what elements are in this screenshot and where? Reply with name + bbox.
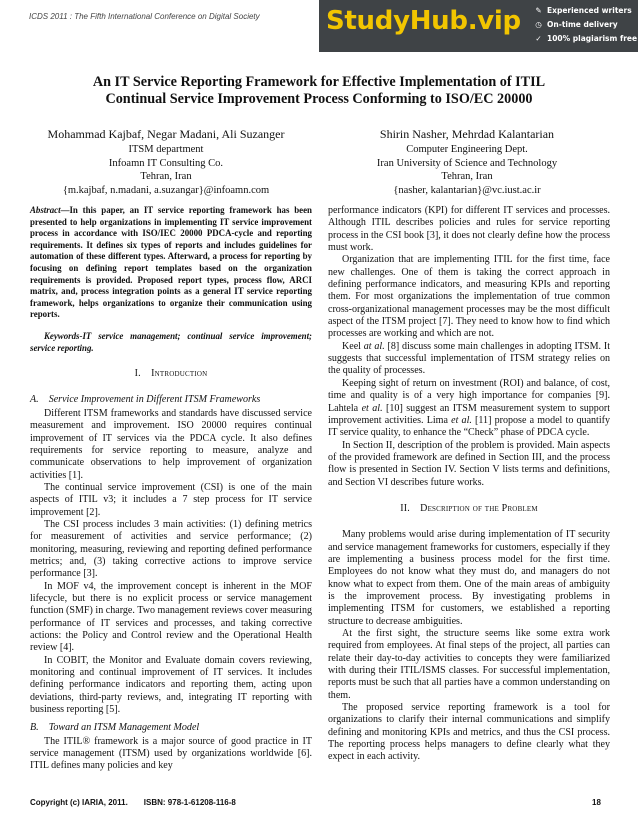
text-run: [8] discuss some main challenges in adopting ITSM. It suggests that successful implementation of ITSM strategy relies on the quality of processes.	[328, 340, 611, 377]
title-line-2: Continual Service Improvement Process Conforming to ISO/EC 20000	[105, 91, 533, 107]
title-line-1: An IT Service Reporting Framework for Effective Implementation of ITIL	[92, 74, 546, 90]
banner-feature-label: Experienced writers	[547, 6, 632, 15]
check-icon: ✓	[535, 34, 542, 43]
text-run: [11] propose a model to quantify IT service quality, to enhance the “Check” phase of PDCA cycle.	[328, 414, 610, 439]
paragraph: performance indicators (KPI) for different IT services and processes. Although ITIL describes policies and rules for service reporting process in the CSI book [3], it does not clearly define how the process must work.	[328, 205, 610, 254]
text-run: [10] suggest an ITSM measurement system to support improvement activities. Lima	[328, 402, 610, 426]
paragraph: In MOF v4, the improvement concept is inherent in the MOF lifecycle, but there is no explicit process or service management function (SMF) in charge. Two management reviews cover measuring performance of IT services and processes, and taking corrective actions: the Policy and Control review and the Operational Health review [4].	[30, 580, 312, 654]
author-city: Tehran, Iran	[441, 171, 493, 182]
banner-logo: StudyHub.vip	[326, 6, 521, 36]
author-email: {nasher, kalantarian}@vc.iust.ac.ir	[393, 184, 541, 196]
paragraph: Organization that are implementing ITIL for the first time, face new challenges. One of them is taking the correct approach in defining performance indicators, and measuring KPIs and reporting them. For most organizations the implementation of true common cross-organizational management processes may be the most difficult aspect of the ITSM project [7]. They need to know how to find which processes are working and which are not.	[328, 254, 610, 340]
author-email: {m.kajbaf, n.madani, a.suzangar}@infoamn.com	[62, 184, 270, 196]
author-dept: ITSM department	[128, 144, 204, 155]
conference-header: ICDS 2011 : The Fifth International Conference on Digital Society	[29, 12, 260, 21]
paragraph	[328, 341, 610, 378]
paragraph: The proposed service reporting framework is a tool for organizations to clarify their internal communications and simplify defining and monitoring KPIs and metrics, and thus the CSI process. The reporting process helps managers to define clearly what they expect in each activity.	[328, 702, 610, 763]
pen-icon: ✎	[535, 6, 542, 15]
text-run: et al.	[361, 402, 383, 414]
banner-feature-label: On-time delivery	[547, 20, 618, 29]
paragraph: The ITIL® framework is a major source of good practice in IT service management (ITSM) used by organizations worldwide [6]. ITIL defines many policies and key	[30, 735, 312, 772]
banner-feature-plagiarism	[533, 32, 637, 46]
banner-feature-delivery	[533, 18, 637, 32]
paragraph: At the first sight, the structure seems like some extra work required from employees. At final steps of the project, all parties can relate their day-to-day activities to concepts they were familiarized with during their ITIL/ISMS classes. For successful implementation, reports must be such that all parties have a common understanding on them.	[328, 628, 610, 701]
section-number: II.	[400, 502, 410, 514]
keywords: Keywords-IT service management; continual service improvement; service reporting.	[30, 330, 312, 353]
banner-feature-label: 100% plagiarism free	[547, 34, 638, 43]
author-names: Shirin Nasher, Mehrdad Kalantarian	[379, 127, 555, 141]
author-dept: Computer Engineering Dept.	[406, 144, 528, 155]
clock-icon: ◷	[535, 20, 542, 29]
subsection-heading-a: A. Service Improvement in Different ITSM Frameworks	[30, 394, 261, 406]
footer-copyright: Copyright (c) IARIA, 2011. ISBN: 978-1-61208-116-8	[30, 798, 236, 807]
abstract-text: —In this paper, an IT service reporting framework has been presented to help organizations in implementing IT service improvement process in accordance with ISO/IEC 20000 PDCA-cycle and reporting requirements. It defines six types of reports and includes guidelines for automation of these different types. Afterward, a process for reporting by focusing on defining report templates based on the organization requirements is provided. Proposed report types, process flow, ARCI matrix, and, process integration points as a general IT service reporting framework, helps organizations to organize their communication using reports.	[30, 205, 312, 320]
text-run: et al.	[451, 414, 472, 426]
section-heading-problem	[328, 503, 610, 515]
paragraph: The CSI process includes 3 main activities: (1) defining metrics for measurement of activities and service performance; (2) monitoring, measuring, reviewing and reporting defined performance metrics; and, (3) taking corrective actions to improve service performance [3].	[30, 518, 312, 580]
section-title: Introduction	[151, 368, 208, 380]
author-city: Tehran, Iran	[140, 171, 192, 182]
paragraph: Many problems would arise during implementation of IT security and service management frameworks for customers, especially if they are implementing a business process model for the first time. Employees do not know what they must do, and managers do not know what to expect from them. One of the main areas of ambiguity is the improvement process. By investigating problems in implementing ITSM for customers, we established a reporting structure to decrease ambiguities.	[328, 529, 610, 627]
author-org: Iran University of Science and Technology	[376, 157, 558, 169]
banner-features	[533, 4, 637, 46]
text-run: Keel	[342, 340, 364, 352]
paper-title	[0, 74, 638, 108]
right-column	[328, 205, 610, 764]
section-number: I.	[134, 368, 141, 380]
author-names: Mohammad Kajbaf, Negar Madani, Ali Suzanger	[47, 127, 285, 141]
abstract-label: Abstract	[30, 205, 61, 215]
banner-feature-writers	[533, 4, 637, 18]
text-run: Keeping sight of return on investment (ROI) and balance, of cost, time and quality is of a very high importance for companies [9]. Lahtela	[328, 377, 610, 414]
abstract	[30, 205, 312, 321]
section-title: Description of the Problem	[420, 502, 538, 514]
paragraph	[328, 378, 610, 440]
studyhub-banner[interactable]	[319, 0, 638, 52]
left-column	[30, 205, 312, 773]
paragraph: In COBIT, the Monitor and Evaluate domain covers reviewing, monitoring and continual improvement of IT services. It includes defining performance indicators and reporting them, acting upon deviations, third-party reviews, and, integrating IT reporting with business reporting [5].	[30, 654, 312, 716]
page-number: 18	[592, 798, 601, 807]
paragraph: In Section II, description of the problem is provided. Main aspects of the provided framework are defined in Section III, and the process flow is presented in Section IV. Section V lists terms and definitions, and Section VI describes future works.	[328, 439, 610, 488]
subsection-heading-b: B. Toward an ITSM Management Model	[30, 722, 200, 734]
paragraph: The continual service improvement (CSI) is one of the main aspects of ITIL v3; it includes a 7 step process for IT service improvement [2].	[30, 481, 312, 518]
author-block-right	[335, 127, 599, 197]
section-heading-introduction	[30, 368, 312, 380]
text-run: at al.	[363, 340, 385, 352]
author-block-left	[34, 127, 298, 197]
author-org: Infoamn IT Consulting Co.	[108, 157, 224, 169]
paragraph: Different ITSM frameworks and standards have discussed service measurement and improvement. ISO 20000 requires continual improvement of IT services via the PDCA cycle. It also defines requirements for service reporting to measure, analyze and communicate observations to help improvement of organization activities [1].	[30, 407, 312, 481]
